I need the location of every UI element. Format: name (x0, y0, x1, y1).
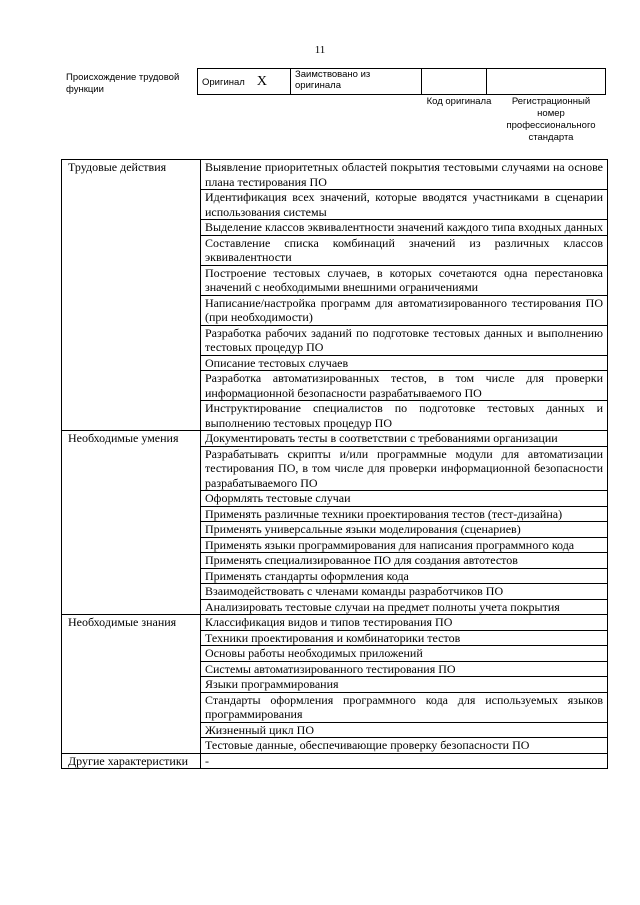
list-item: Стандарты оформления программного кода для используемых языков программирования (201, 692, 608, 722)
origin-borrowed-cell: Заимствовано из оригинала (291, 69, 422, 95)
list-item: Документировать тесты в соответствии с требованиями организации (201, 431, 608, 447)
origin-reg-cell (487, 69, 606, 95)
page-number: 11 (314, 44, 326, 56)
list-item: Построение тестовых случаев, в которых сочетаются одна перестановка значений с необходимыми внешними ограничениями (201, 265, 608, 295)
list-item: Классификация видов и типов тестирования ПО (201, 615, 608, 631)
list-item: Выявление приоритетных областей покрытия тестовыми случаями на основе плана тестирования ПО (201, 160, 608, 190)
list-item: Применять специализированное ПО для создания автотестов (201, 553, 608, 569)
list-item: Анализировать тестовые случаи на предмет полноты учета покрытия (201, 599, 608, 615)
list-item: Тестовые данные, обеспечивающие проверку безопасности ПО (201, 738, 608, 754)
code-note: Код оригинала (426, 96, 492, 107)
labor-function-table (61, 159, 608, 769)
list-item: Применять стандарты оформления кода (201, 568, 608, 584)
list-item: Системы автоматизированного тестирования ПО (201, 661, 608, 677)
list-item: Взаимодействовать с членами команды разработчиков ПО (201, 584, 608, 600)
origin-code-cell (422, 69, 487, 95)
list-item: Основы работы необходимых приложений (201, 646, 608, 662)
list-item: Языки программирования (201, 677, 608, 693)
table-row (62, 160, 608, 190)
list-item: Жизненный цикл ПО (201, 722, 608, 738)
registration-number-note: Регистрационный номер профессионального стандарта (506, 96, 596, 143)
table-row (62, 753, 608, 769)
list-item: Выделение классов эквивалентности значений каждого типа входных данных (201, 220, 608, 236)
section-title: Необходимые умения (62, 431, 201, 615)
list-item: Составление списка комбинаций значений из различных классов эквивалентности (201, 235, 608, 265)
list-item: Техники проектирования и комбинаторики тестов (201, 630, 608, 646)
list-item: Применять языки программирования для написания программного кода (201, 537, 608, 553)
origin-original-cell (198, 69, 291, 95)
list-item: Применять различные техники проектирования тестов (тест-дизайна) (201, 506, 608, 522)
section-title: Необходимые знания (62, 615, 201, 754)
list-item: Идентификация всех значений, которые вводятся участниками в сценарии использования системы (201, 190, 608, 220)
list-item: - (201, 753, 608, 769)
table-row (62, 615, 608, 631)
list-item: Разработка рабочих заданий по подготовке тестовых данных и выполнению тестовых процедур ПО (201, 325, 608, 355)
origin-table (197, 68, 606, 95)
origin-original-label: Оригинал (202, 76, 245, 88)
list-item: Описание тестовых случаев (201, 355, 608, 371)
list-item: Инструктирование специалистов по подготовке тестовых данных и выполнению тестовых процедур ПО (201, 401, 608, 431)
list-item: Применять универсальные языки моделирования (сценариев) (201, 522, 608, 538)
list-item: Разработка автоматизированных тестов, в том числе для проверки информационной безопасности разрабатываемого ПО (201, 371, 608, 401)
section-title: Трудовые действия (62, 160, 201, 431)
section-title: Другие характеристики (62, 753, 201, 769)
table-row (62, 431, 608, 447)
list-item: Разрабатывать скрипты и/или программные модули для автоматизации тестирования ПО, в том числе для проверки информационной безопасности разрабатываемого ПО (201, 446, 608, 491)
list-item: Оформлять тестовые случаи (201, 491, 608, 507)
list-item: Написание/настройка программ для автоматизированного тестирования ПО (при необходимости) (201, 295, 608, 325)
origin-label: Происхождение трудовой функции (66, 72, 180, 95)
origin-original-mark: X (256, 73, 267, 89)
